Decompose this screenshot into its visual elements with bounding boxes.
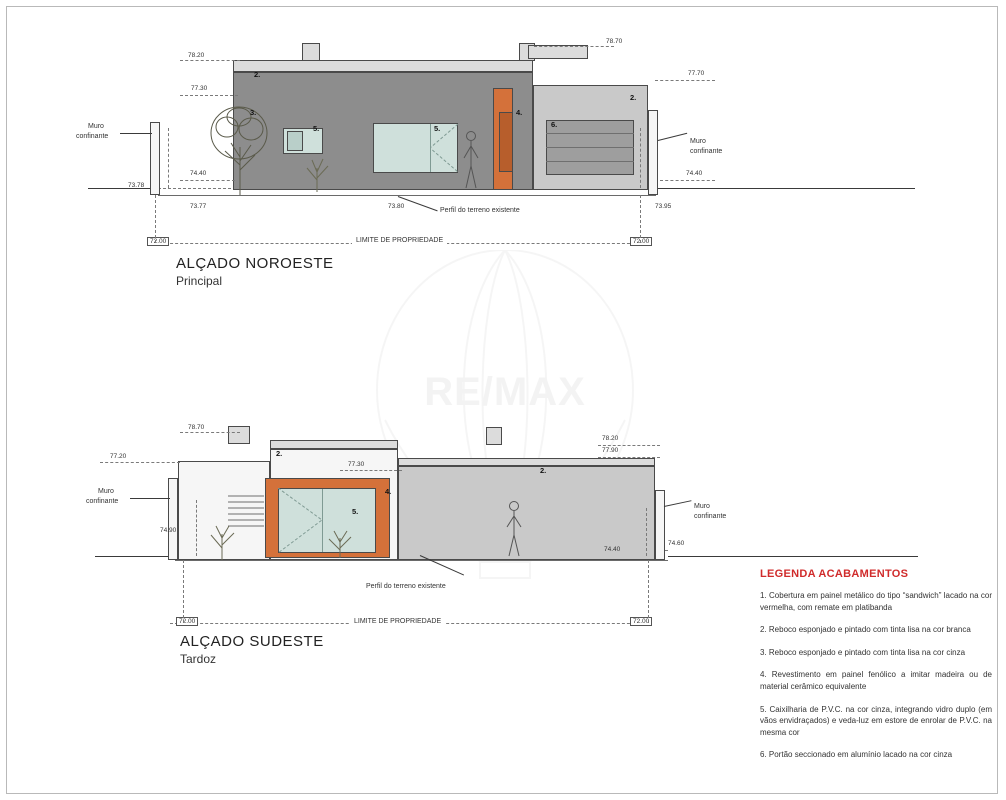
roof-upstand: [528, 45, 588, 59]
window-opening-symbol-2: [278, 488, 322, 553]
garage-door-panel-line: [546, 147, 634, 148]
level-74-40-2: 74.40: [604, 546, 621, 553]
shrub-icon-3: [320, 524, 360, 558]
roof-parapet: [233, 60, 533, 72]
level-72-00-right: 72.00: [630, 237, 652, 246]
wall-label-left-2: confinante: [76, 133, 109, 140]
chimney-3: [486, 427, 502, 445]
level-leader: [655, 80, 715, 81]
terrain-line: [655, 188, 915, 189]
chimney-2: [228, 426, 250, 444]
level-leader: [180, 180, 235, 181]
dimension-line: [168, 128, 169, 188]
level-72-00-left-2: 72.00: [176, 617, 198, 626]
person-scale-figure-2: [505, 500, 523, 558]
terrain-line-2: [95, 556, 175, 557]
level-74-90: 74.90: [160, 527, 177, 534]
legend-item-4: 4. Revestimento em painel fenólico a imitar madeira ou de material cerâmico equivalente: [760, 670, 992, 691]
drawing-subtitle-noroeste: Principal: [176, 274, 223, 288]
level-74-40-right: 74.40: [686, 170, 703, 177]
level-78-20: 78.20: [188, 52, 205, 59]
legend-item-6: 6. Portão seccionado em alumínio lacado na cor cinza: [760, 750, 953, 760]
wall-label-left-3: Muro: [98, 488, 114, 495]
wall-label-right-2: confinante: [690, 148, 723, 155]
limit-tick: [155, 195, 156, 243]
level-72-00-right-2: 72.00: [630, 617, 652, 626]
level-73-80: 73.80: [388, 203, 405, 210]
level-72-00-left: 72.00: [147, 237, 169, 246]
level-leader-2: [100, 462, 180, 463]
wall-label-right: Muro: [690, 138, 706, 145]
finish-tag-4: 4.: [516, 108, 523, 117]
finish-tag-4b: 4.: [385, 487, 392, 496]
legend-item-3: 3. Reboco esponjado e pintado com tinta lisa na cor cinza: [760, 647, 966, 657]
watermark-text: RE/MAX: [424, 370, 586, 414]
finish-tag-2d: 2.: [540, 466, 547, 475]
level-73-77: 73.77: [190, 203, 207, 210]
boundary-wall-right-2: [655, 490, 665, 560]
drawing-subtitle-sudeste: Tardoz: [180, 652, 217, 666]
limit-tick: [640, 195, 641, 243]
level-74-40-left: 74.40: [190, 170, 207, 177]
entrance-door: [499, 112, 513, 172]
shrub-icon: [300, 150, 334, 192]
drawing-title-noroeste: ALÇADO NOROESTE: [176, 255, 334, 272]
level-77-70: 77.70: [688, 70, 705, 77]
level-73-95: 73.95: [655, 203, 672, 210]
terrain-line: [88, 188, 158, 189]
window-pane: [287, 131, 303, 151]
level-leader-2: [180, 432, 240, 433]
level-leader: [534, 46, 614, 47]
legend-title: LEGENDA ACABAMENTOS: [760, 568, 909, 580]
wall-label-right-4: confinante: [694, 513, 727, 520]
dimension-line-2: [646, 508, 647, 556]
roof-parapet-3: [398, 458, 655, 466]
leader-line: [120, 133, 152, 134]
finish-tag-2a: 2.: [254, 70, 261, 79]
boundary-wall-left-2: [168, 478, 178, 560]
person-scale-figure: [462, 130, 480, 190]
level-74-60: 74.60: [668, 540, 685, 547]
wall-label-right-3: Muro: [694, 503, 710, 510]
level-leader: [180, 60, 240, 61]
level-77-90-2: 77.90: [602, 447, 619, 454]
level-leader-2: [598, 457, 660, 458]
limit-tick-2: [648, 560, 649, 623]
level-73-78: 73.78: [128, 182, 145, 189]
legend-item-2: 2. Reboco esponjado e pintado com tinta lisa na cor branca: [760, 625, 971, 635]
level-leader: [180, 95, 238, 96]
finish-tag-5a: 5.: [313, 124, 320, 133]
terrain-line-2: [668, 556, 918, 557]
drawing-title-sudeste: ALÇADO SUDESTE: [180, 633, 324, 650]
level-77-20-2: 77.20: [110, 453, 127, 460]
level-78-20-2: 78.20: [602, 435, 619, 442]
level-78-70: 78.70: [606, 38, 623, 45]
property-limit-label-2: LIMITE DE PROPRIEDADE: [350, 618, 445, 625]
finish-tag-2b: 2.: [630, 93, 637, 102]
roof-parapet-2: [270, 440, 398, 449]
dimension-line-2: [196, 500, 197, 556]
level-leader-2: [340, 470, 402, 471]
finish-tag-2c: 2.: [276, 449, 283, 458]
finish-tag-5c: 5.: [352, 507, 359, 516]
wall-label-left-4: confinante: [86, 498, 119, 505]
limit-tick-2: [183, 560, 184, 623]
dimension-line: [640, 128, 641, 188]
leader-line-2: [130, 498, 170, 499]
level-77-30: 77.30: [191, 85, 208, 92]
dimension-value: [170, 146, 177, 148]
level-leader-2: [598, 445, 660, 446]
finish-tag-3: 3.: [250, 108, 257, 117]
shrub-icon-2: [205, 518, 239, 560]
ground-line: [158, 195, 656, 196]
boundary-wall-right: [648, 110, 658, 195]
level-leader: [660, 180, 715, 181]
ground-line-2: [175, 560, 668, 561]
terrain-profile-label-2: Perfil do terreno existente: [366, 583, 446, 590]
property-limit-label: LIMITE DE PROPRIEDADE: [352, 237, 447, 244]
level-78-70-2: 78.70: [188, 424, 205, 431]
finish-tag-6: 6.: [551, 120, 558, 129]
legend-item-5: 5. Caixilharia de P.V.C. na cor cinza, integrando vidro duplo (em vãos envidraçados) e veda-luz em estore de enrolar de P.V.C. na mesma cor: [760, 704, 992, 737]
wall-label-left: Muro: [88, 123, 104, 130]
terrain-profile-label: Perfil do terreno existente: [440, 207, 520, 214]
garage-door-panel-line: [546, 133, 634, 134]
legend-panel: [760, 568, 992, 772]
garage-door-panel-line: [546, 161, 634, 162]
finish-tag-5b: 5.: [434, 124, 441, 133]
legend-item-1: 1. Cobertura em painel metálico do tipo “sandwich” lacado na cor vermelha, com remate em platibanda: [760, 591, 992, 612]
level-77-30-2: 77.30: [348, 461, 365, 468]
chimney: [302, 43, 320, 61]
